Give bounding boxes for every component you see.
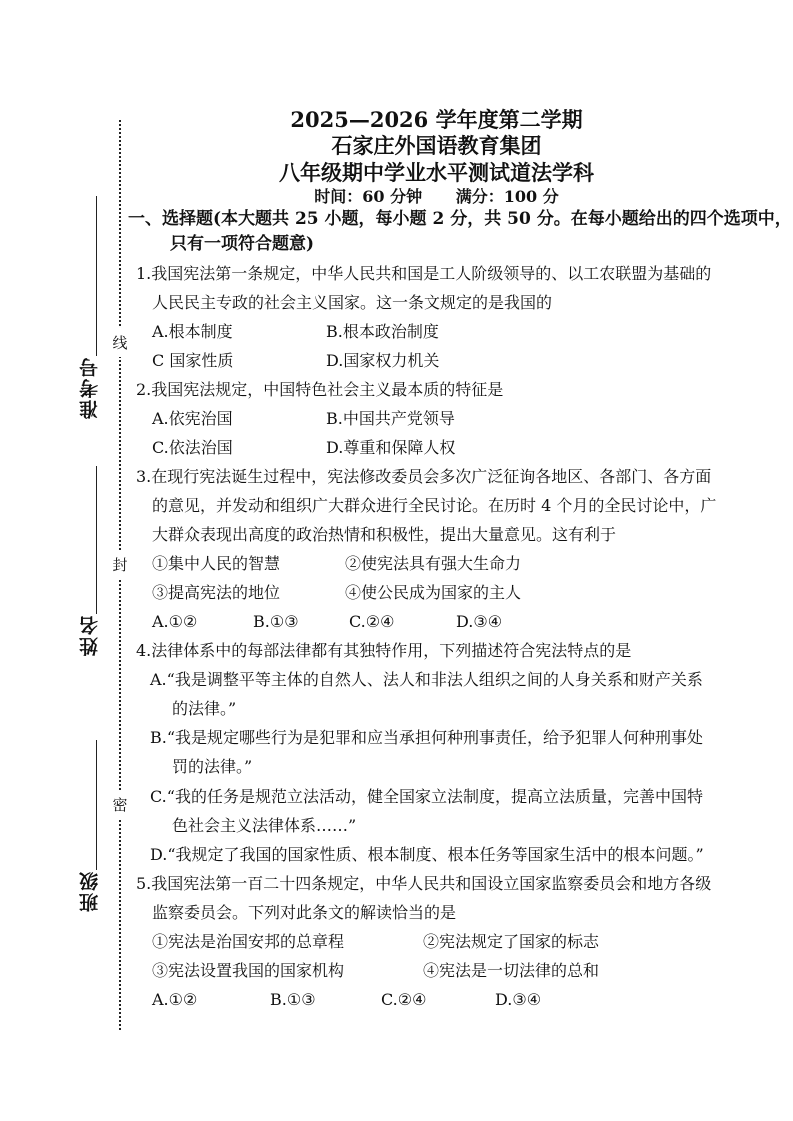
q5-stem-cont: 监察委员会。下列对此条文的解读恰当的是 (152, 903, 457, 922)
q3-option-d: D.③④ (456, 612, 503, 631)
section-title: 一、选择题(本大题共 25 小题，每小题 2 分，共 50 分。在每小题给出的四个选项中， (128, 209, 792, 229)
q1-option-c: C 国家性质 (152, 351, 234, 370)
q2-option-c: C.依法治国 (152, 438, 233, 457)
q2-option-a: A.依宪治国 (152, 409, 233, 428)
q3-option-c: C.②④ (349, 612, 395, 631)
class-label: 班级 (79, 870, 101, 912)
section-title-cont: 只有一项符合题意) (170, 234, 315, 254)
q3-stem-cont1: 的意见，并发动和组织广大群众进行全民讨论。在历时 4 个月的全民讨论中，广 (152, 496, 717, 515)
q4-option-b: B.“我是规定哪些行为是犯罪和应当承担何种刑事责任，给予犯罪人何种刑事处 (150, 728, 704, 747)
exam-number-line (96, 196, 97, 356)
class-line (96, 740, 97, 870)
exam-time: 时间：60 分钟 (314, 187, 423, 206)
q5-option-a: A.①② (152, 990, 198, 1009)
header-time-score (40, 184, 793, 207)
q5-statement-1: ①宪法是治国安邦的总章程 (152, 932, 345, 951)
header-org: 石家庄外国语教育集团 (331, 133, 542, 158)
q3-option-b: B.①③ (253, 612, 299, 631)
q5-option-d: D.③④ (495, 990, 542, 1009)
seal-word-feng: 封 (112, 550, 128, 579)
header-exam-title: 八年级期中学业水平测试道法学科 (279, 160, 594, 185)
q5-statement-3: ③宪法设置我国的国家机构 (152, 961, 345, 980)
exam-number-label: 准考号 (79, 356, 101, 419)
q2-stem: 2.我国宪法规定，中国特色社会主义最本质的特征是 (136, 380, 504, 399)
header-year: 2025—2026 学年度第二学期 (290, 107, 583, 132)
seal-word-xian: 线 (112, 328, 128, 357)
q5-stem: 5.我国宪法第一百二十四条规定，中华人民共和国设立国家监察委员会和地方各级 (136, 874, 712, 893)
q1-option-b: B.根本政治制度 (326, 322, 439, 341)
q3-statement-4: ④使公民成为国家的主人 (345, 583, 522, 602)
q4-option-d: D.“我规定了我国的国家性质、根本制度、根本任务等国家生活中的根本问题。” (150, 845, 704, 864)
q5-option-c: C.②④ (381, 990, 427, 1009)
seal-word-mi: 密 (112, 790, 128, 819)
name-label: 姓名 (79, 614, 101, 656)
q3-stem-cont2: 大群众表现出高度的政治热情和积极性，提出大量意见。这有利于 (152, 525, 617, 544)
q4-option-c-cont: 色社会主义法律体系……” (172, 816, 357, 835)
q4-option-b-cont: 罚的法律。” (172, 757, 253, 776)
q1-stem-cont: 人民民主专政的社会主义国家。这一条文规定的是我国的 (152, 293, 553, 312)
q1-option-d: D.国家权力机关 (326, 351, 440, 370)
q1-option-a: A.根本制度 (152, 322, 233, 341)
q5-statement-4: ④宪法是一切法律的总和 (423, 961, 600, 980)
exam-full-score: 满分：100 分 (455, 187, 559, 206)
q5-statement-2: ②宪法规定了国家的标志 (423, 932, 600, 951)
q3-statement-1: ①集中人民的智慧 (152, 554, 281, 573)
q3-statement-3: ③提高宪法的地位 (152, 583, 281, 602)
q3-option-a: A.①② (152, 612, 198, 631)
q2-option-b: B.中国共产党领导 (326, 409, 455, 428)
q4-stem: 4.法律体系中的每部法律都有其独特作用，下列描述符合宪法特点的是 (136, 641, 632, 660)
q3-statement-2: ②使宪法具有强大生命力 (345, 554, 522, 573)
q4-option-c: C.“我的任务是规范立法活动，健全国家立法制度，提高立法质量，完善中国特 (150, 787, 703, 806)
q2-option-d: D.尊重和保障人权 (326, 438, 456, 457)
q1-stem: 1.我国宪法第一条规定，中华人民共和国是工人阶级领导的、以工农联盟为基础的 (136, 264, 712, 283)
name-line (96, 466, 97, 614)
q4-option-a: A.“我是调整平等主体的自然人、法人和非法人组织之间的人身关系和财产关系 (150, 670, 703, 689)
q4-option-a-cont: 的法律。” (172, 699, 237, 718)
q5-option-b: B.①③ (270, 990, 316, 1009)
q3-stem: 3.在现行宪法诞生过程中，宪法修改委员会多次广泛征询各地区、各部门、各方面 (136, 467, 712, 486)
